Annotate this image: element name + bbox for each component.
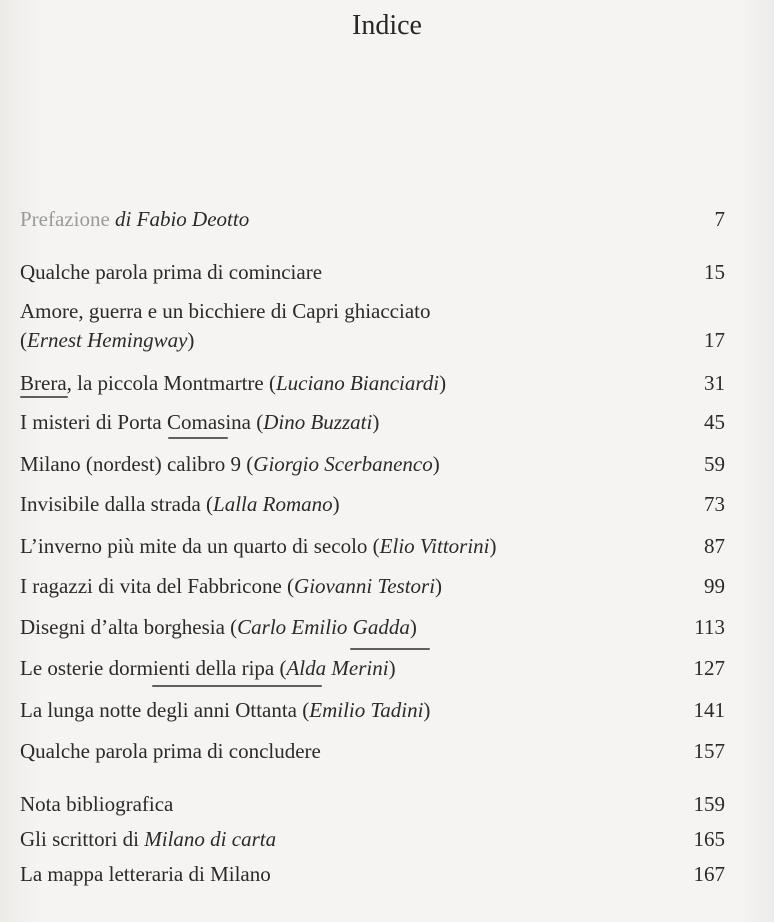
entry-text: Gli scrittori di [20, 827, 145, 851]
toc-entry [20, 451, 725, 477]
entry-page: 87 [704, 534, 725, 558]
entry-author: Giovanni Testori [294, 574, 436, 598]
entry-author: Milano di carta [144, 827, 277, 851]
entry-paren: ) [372, 410, 380, 434]
entry-paren: ) [435, 574, 443, 598]
pen-underline-mark [152, 685, 322, 687]
entry-text: Invisibile dalla strada ( [20, 492, 214, 516]
entry-author: Elio Vittorini [379, 534, 490, 558]
entry-author: Lalla Romano [213, 492, 333, 516]
page-title: Indice [352, 10, 422, 41]
entry-text: I misteri di Porta Comasina ( [20, 410, 264, 434]
toc-entry [20, 697, 725, 723]
toc-entry [20, 491, 725, 517]
entry-author: Giorgio Scerbanenco [253, 452, 433, 476]
entry-paren: ( [20, 328, 27, 352]
entry-page: 7 [714, 207, 725, 231]
entry-text: Amore, guerra e un bicchiere di Capri ghiacciato [20, 299, 431, 323]
entry-paren: ) [489, 534, 497, 558]
entry-paren: ) [423, 698, 431, 722]
entry-author: Emilio Tadini [309, 698, 424, 722]
entry-page: 59 [704, 452, 725, 476]
entry-text: La lunga notte degli anni Ottanta ( [20, 698, 310, 722]
toc-entry [20, 259, 725, 285]
entry-page: 17 [704, 328, 725, 352]
entry-page: 31 [704, 371, 725, 395]
entry-paren: ) [409, 615, 417, 639]
entry-text: Disegni d’alta borghesia ( [20, 615, 238, 639]
entry-page: 167 [693, 862, 725, 886]
toc-entry [20, 655, 725, 681]
entry-text: Prefazione [20, 207, 116, 231]
toc-entry [20, 298, 725, 353]
entry-text: Milano (nordest) calibro 9 ( [20, 452, 254, 476]
entry-author: Alda Merini [286, 656, 389, 680]
entry-page: 45 [704, 410, 725, 434]
toc-entry-prefazione [20, 206, 725, 232]
entry-paren: ) [388, 656, 396, 680]
entry-author: Ernest Hemingway [27, 328, 188, 352]
entry-page: 165 [693, 827, 725, 851]
entry-paren: ) [332, 492, 340, 516]
entry-paren: ) [432, 452, 440, 476]
entry-page: 141 [693, 698, 725, 722]
toc-entry [20, 614, 725, 640]
entry-text: I ragazzi di vita del Fabbricone ( [20, 574, 295, 598]
entry-author: di Fabio Deotto [115, 207, 250, 231]
entry-page: 159 [693, 792, 725, 816]
toc-entry [20, 370, 725, 396]
entry-author: Luciano Bianciardi [275, 371, 440, 395]
toc-entry [20, 738, 725, 764]
toc-entry [20, 826, 725, 852]
entry-text: Nota bibliografica [20, 792, 174, 816]
entry-text: L’inverno più mite da un quarto di secolo ( [20, 534, 380, 558]
pen-underline-mark [20, 396, 68, 398]
entry-text: La mappa letteraria di Milano [20, 862, 271, 886]
entry-text: Le osterie dormienti della ripa ( [20, 656, 287, 680]
entry-page: 127 [693, 656, 725, 680]
entry-text: Qualche parola prima di concludere [20, 739, 321, 763]
entry-page: 99 [704, 574, 725, 598]
entry-author: Dino Buzzati [263, 410, 373, 434]
toc-entry [20, 573, 725, 599]
toc-entry [20, 533, 725, 559]
entry-page: 157 [693, 739, 725, 763]
pen-underline-mark [168, 437, 228, 439]
toc-entry [20, 861, 725, 887]
entry-page: 113 [694, 615, 725, 639]
entry-paren: ) [439, 371, 447, 395]
entry-page: 73 [704, 492, 725, 516]
entry-author: Carlo Emilio Gadda [237, 615, 410, 639]
toc-entry [20, 409, 725, 435]
entry-text: Brera, la piccola Montmartre ( [20, 371, 276, 395]
entry-paren: ) [187, 328, 195, 352]
toc-entry [20, 791, 725, 817]
entry-text: Qualche parola prima di cominciare [20, 260, 323, 284]
entry-page: 15 [704, 260, 725, 284]
pen-underline-mark [350, 648, 430, 650]
